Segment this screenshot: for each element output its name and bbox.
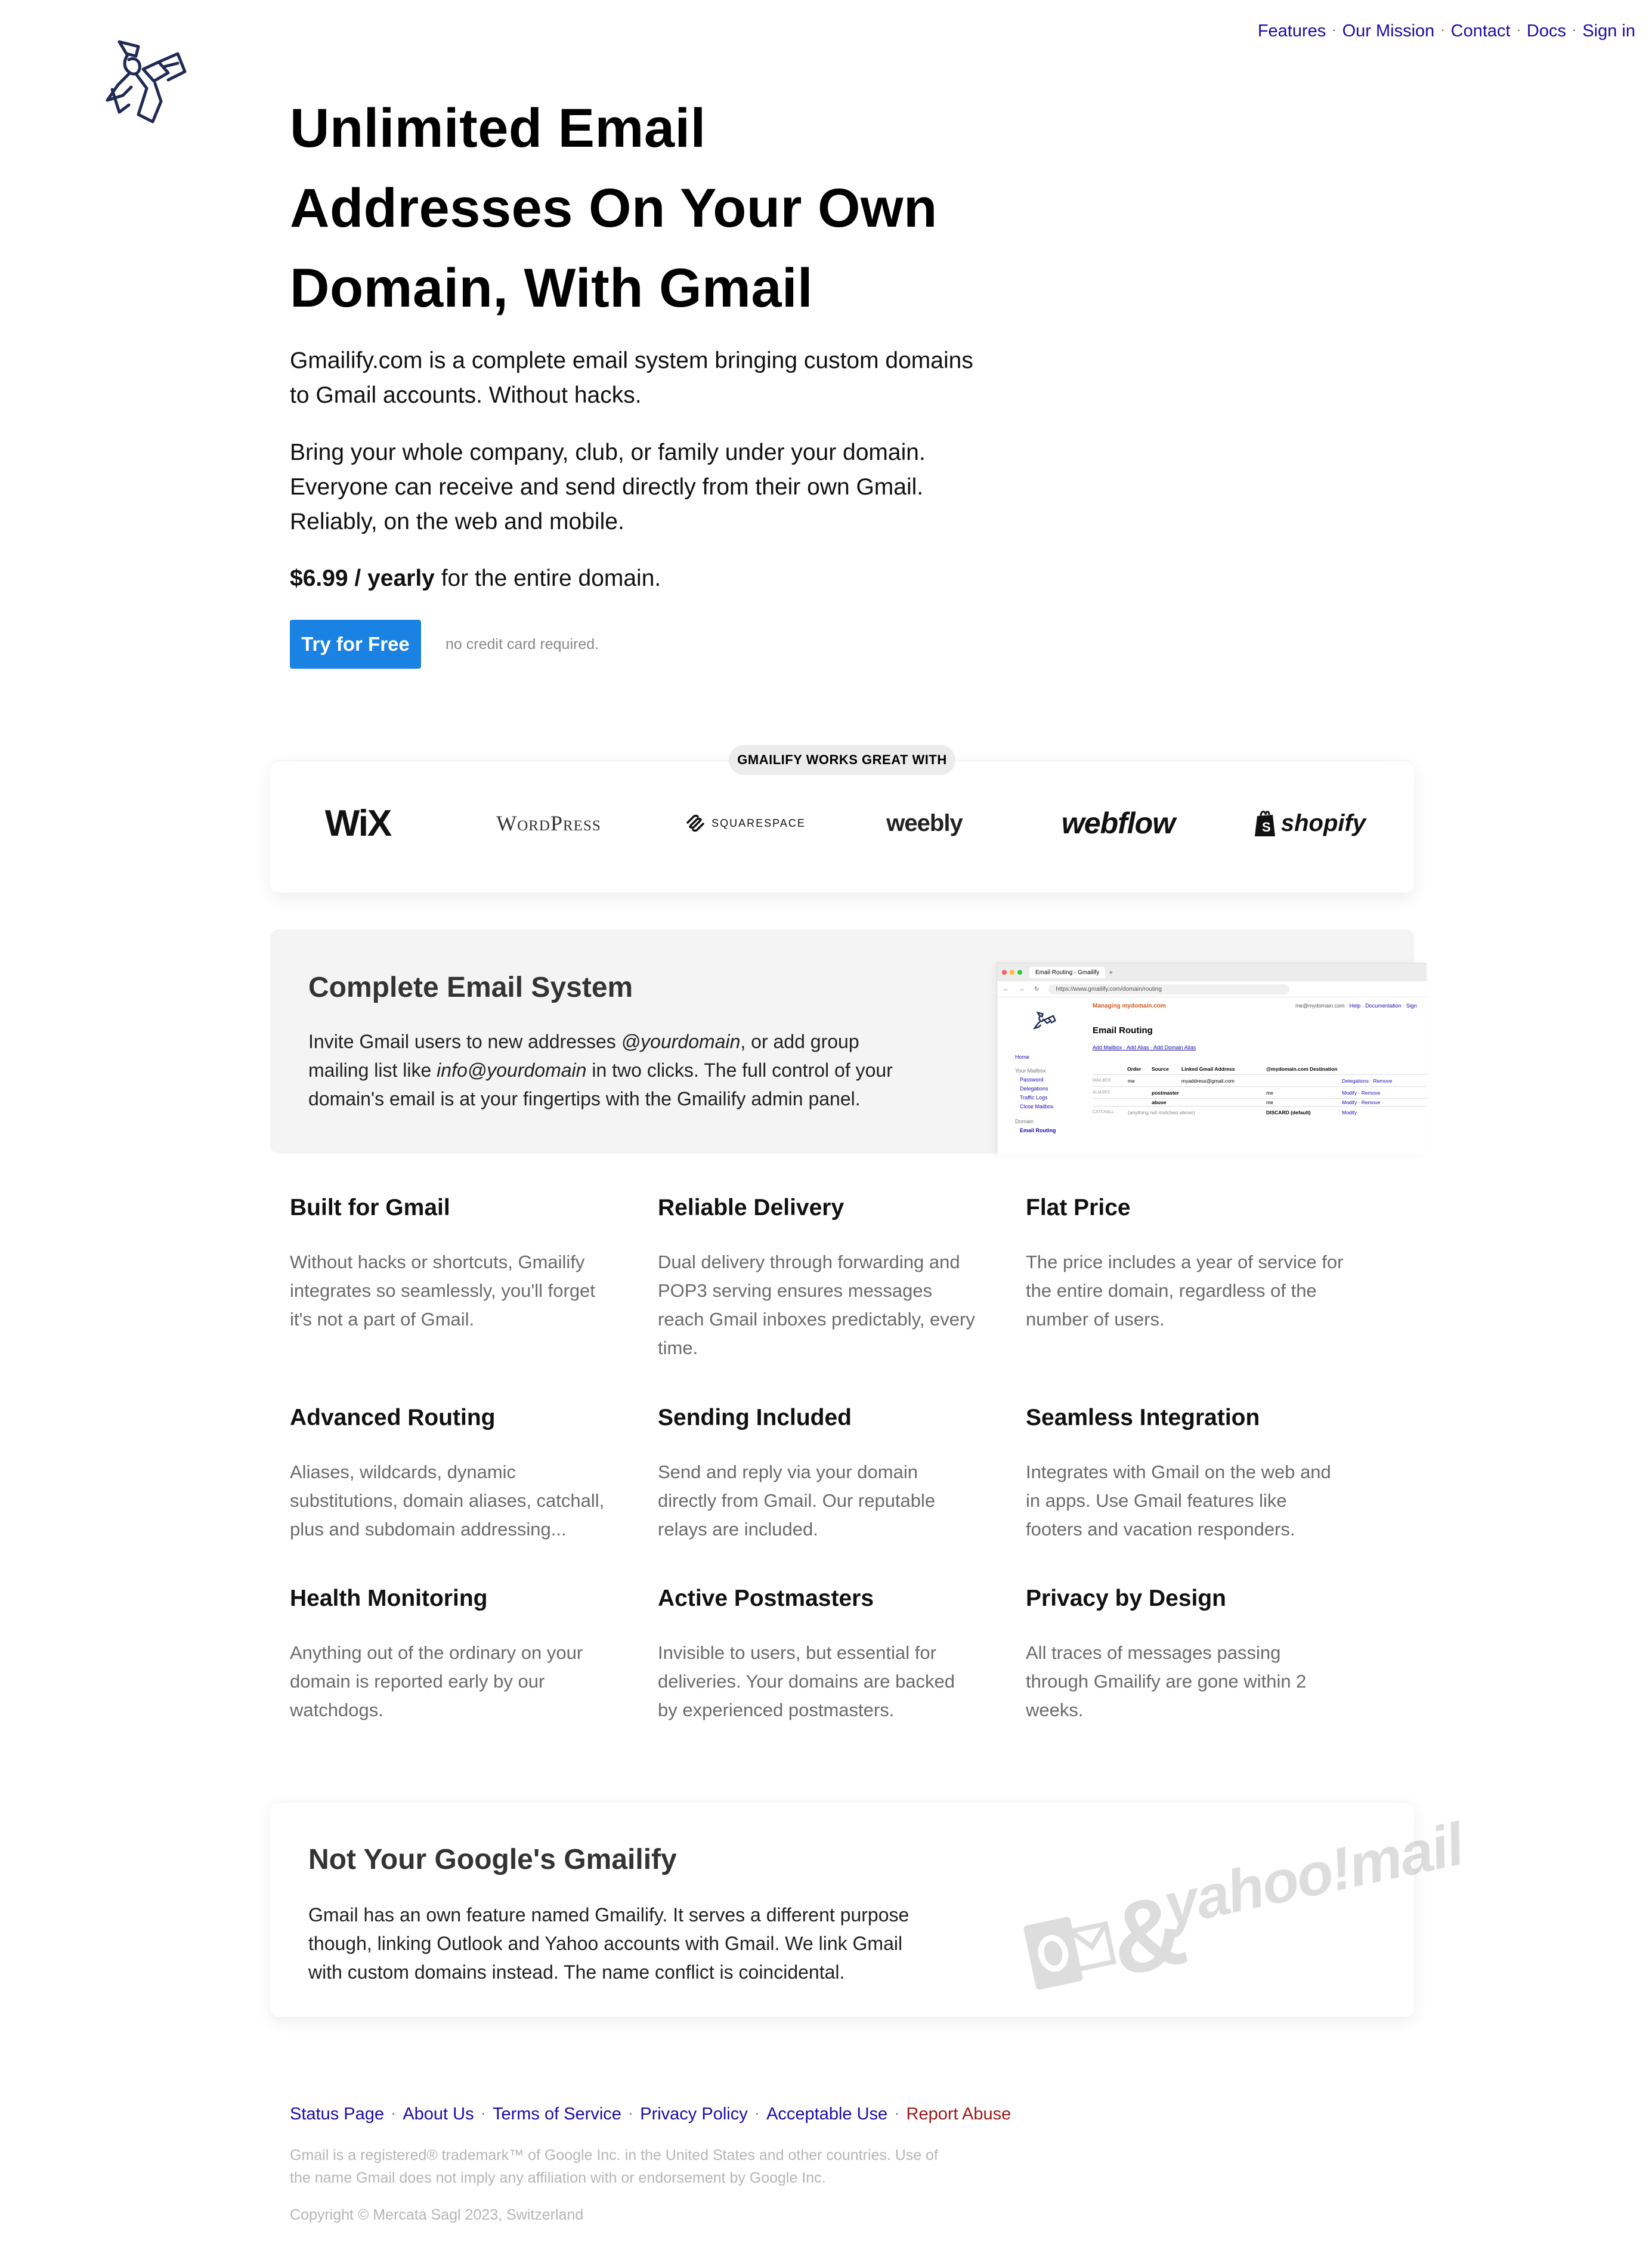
nav-docs[interactable]: Docs: [1526, 21, 1566, 41]
managing-domain-label: Managing mydomain.com: [1093, 1003, 1166, 1009]
webflow-logo: webflow: [1061, 806, 1175, 840]
complete-email-title: Complete Email System: [308, 972, 633, 1003]
nav-separator: ·: [1440, 22, 1445, 37]
shopify-wordmark: shopify: [1280, 809, 1366, 836]
footer-about-us-link[interactable]: About Us: [403, 2105, 474, 2124]
nav-contact[interactable]: Contact: [1450, 21, 1511, 41]
intro-line: Gmailify.com is a complete email system bringing custom domains: [290, 348, 973, 373]
trademark-notice: [290, 2144, 988, 2189]
svg-text:S: S: [1261, 820, 1271, 835]
browser-back-icon: ←: [1003, 985, 1009, 993]
browser-forward-icon: →: [1019, 985, 1025, 993]
squarespace-icon: [685, 814, 706, 832]
wix-logo: WiX: [324, 802, 391, 844]
feature-title: Built for Gmail: [290, 1195, 450, 1220]
table-header-row: Order Source Linked Gmail Address @mydomain.com Destination: [1127, 1066, 1338, 1072]
feature-description: The price includes a year of service for the entire domain, regardless of the number of users.: [1026, 1251, 1344, 1330]
feature-title: Reliable Delivery: [658, 1195, 844, 1220]
window-zoom-dot: [1017, 970, 1022, 975]
table-row: abuse me Modify · Remove: [1093, 1099, 1427, 1107]
description-line: mailing list like info@yourdomain in two clicks. The full control of your: [308, 1059, 893, 1081]
cta-note: no credit card required.: [446, 636, 599, 653]
not-google-description: [308, 1901, 964, 1986]
window-minimize-dot: [1010, 970, 1014, 975]
price-qualifier: for the entire domain.: [434, 566, 661, 591]
trademark-line: the name Gmail does not imply any affiliation with or endorsement by Google Inc.: [290, 2170, 826, 2186]
title-line: Domain, With Gmail: [290, 258, 813, 319]
top-nav: [1258, 21, 1635, 41]
footer-separator: ·: [391, 2106, 396, 2121]
feature-title: Privacy by Design: [1026, 1586, 1226, 1611]
not-google-title: Not Your Google's Gmailify: [308, 1844, 677, 1875]
feature-description: All traces of messages passing through Gmailify are gone within 2 weeks.: [1026, 1642, 1307, 1720]
wordpress-logo: WordPress: [496, 811, 601, 835]
admin-panel-screenshot: [997, 963, 1427, 1154]
table-row: MAILBOX me myaddress@gmail.com Delegations · Remove: [1093, 1075, 1427, 1087]
feature-title: Seamless Integration: [1026, 1405, 1260, 1430]
screenshot-routing-table: [1093, 1064, 1427, 1118]
footer-separator: ·: [628, 2106, 633, 2121]
outlook-yahoo-illustration: [1007, 1799, 1469, 2056]
feature-description: Send and reply via your domain directly from Gmail. Our reputable relays are included.: [658, 1461, 936, 1540]
description-line: Everyone can receive and send directly from their own Gmail.: [290, 474, 924, 500]
outlook-icon: [1014, 1897, 1121, 2003]
gmailify-mascot-icon[interactable]: [101, 36, 191, 125]
shopify-bag-icon: [1252, 809, 1277, 838]
browser-reload-icon: ↻: [1034, 985, 1040, 993]
description-line: with custom domains instead. The name conflict is coincidental.: [308, 1961, 845, 1983]
nav-sign-in[interactable]: Sign in: [1582, 21, 1635, 41]
works-with-badge: GMAILIFY WORKS GREAT WITH: [729, 745, 955, 775]
intro-line: to Gmail accounts. Without hacks.: [290, 382, 642, 408]
feature-title: Sending Included: [658, 1405, 852, 1430]
hero-intro: [290, 344, 982, 413]
ampersand-glyph: &: [1100, 1872, 1196, 1998]
footer-separator: ·: [754, 2106, 760, 2121]
description-line: Bring your whole company, club, or family under your domain.: [290, 440, 926, 465]
info-address-emphasis: info@yourdomain: [437, 1059, 587, 1081]
hero-price: [290, 561, 982, 596]
description-line: domain's email is at your fingertips with the Gmailify admin panel.: [308, 1088, 861, 1110]
yahoo-mail-wordmark: yahoo!mail: [1158, 1810, 1469, 1939]
trademark-line: Gmail is a registered® trademark™ of Google Inc. in the United States and other countries. Use of: [290, 2147, 938, 2164]
page-title: [290, 88, 982, 328]
feature-description: Dual delivery through forwarding and POP3 serving ensures messages reach Gmail inboxes predictably, every time.: [658, 1251, 975, 1358]
complete-email-description: [308, 1027, 964, 1113]
nav-separator: ·: [1332, 22, 1337, 37]
screenshot-actions: Add Mailbox · Add Alias · Add Domain Alias: [1093, 1045, 1196, 1050]
screenshot-top-links: me@mydomain.com · Help · Documentation · Sign: [1295, 1003, 1417, 1009]
browser-tab: Email Routing - Gmailify: [1029, 967, 1105, 978]
table-row: CATCHALL (anything not matched above) DISCARD (default) Modify: [1093, 1107, 1427, 1118]
footer-separator: ·: [481, 2106, 485, 2121]
nav-our-mission[interactable]: Our Mission: [1342, 21, 1435, 41]
footer-terms-link[interactable]: Terms of Service: [492, 2105, 621, 2124]
yourdomain-emphasis: @yourdomain: [621, 1031, 741, 1052]
footer-report-abuse-link[interactable]: Report Abuse: [906, 2105, 1011, 2124]
description-line: Invite Gmail users to new addresses @yourdomain, or add group: [308, 1031, 859, 1052]
footer-status-page-link[interactable]: Status Page: [290, 2105, 384, 2124]
feature-title: Advanced Routing: [290, 1405, 496, 1430]
squarespace-wordmark: SQUARESPACE: [711, 817, 806, 829]
feature-description: Anything out of the ordinary on your domain is reported early by our watchdogs.: [290, 1642, 583, 1720]
copyright: Copyright © Mercata Sagl 2023, Switzerland: [290, 2207, 584, 2223]
browser-url: https://www.gmailify.com/domain/routing: [1048, 984, 1289, 994]
browser-addressbar: [997, 981, 1427, 997]
feature-description: Aliases, wildcards, dynamic substitutions, domain aliases, catchall, plus and subdomain addressing...: [290, 1461, 605, 1540]
feature-title: Health Monitoring: [290, 1586, 488, 1611]
feature-description: Without hacks or shortcuts, Gmailify integrates so seamlessly, you'll forget it's not a part of Gmail.: [290, 1251, 595, 1330]
title-line: Unlimited Email: [290, 98, 706, 159]
nav-separator: ·: [1516, 22, 1521, 37]
nav-features[interactable]: Features: [1257, 21, 1326, 41]
description-line: Gmail has an own feature named Gmailify. It serves a different purpose: [308, 1904, 909, 1926]
browser-tabbar: [997, 963, 1427, 981]
feature-description: Invisible to users, but essential for deliveries. Your domains are backed by experienced postmasters.: [658, 1642, 955, 1720]
table-row: ALIASES postmaster me Modify · Remove: [1093, 1087, 1427, 1099]
feature-title: Active Postmasters: [658, 1586, 874, 1611]
feature-description: Integrates with Gmail on the web and in apps. Use Gmail features like footers and vacation responders.: [1026, 1461, 1331, 1540]
works-with-card: [270, 761, 1414, 892]
weebly-logo: weebly: [886, 809, 963, 836]
shopify-logo: [1249, 799, 1369, 847]
price-amount: $6.99 / yearly: [290, 566, 435, 591]
footer-privacy-link[interactable]: Privacy Policy: [640, 2105, 748, 2124]
hero-description: [290, 435, 982, 539]
title-line: Addresses On Your Own: [290, 178, 938, 239]
footer-links: [290, 2105, 1011, 2124]
description-line: Reliably, on the web and mobile.: [290, 509, 624, 534]
feature-title: Flat Price: [1026, 1195, 1131, 1220]
description-line: though, linking Outlook and Yahoo accounts with Gmail. We link Gmail: [308, 1933, 903, 1954]
try-for-free-button[interactable]: Try for Free: [290, 620, 421, 669]
screenshot-heading: Email Routing: [1093, 1025, 1153, 1036]
squarespace-logo: [680, 799, 811, 847]
screenshot-sidebar: Home Your Mailbox Password Delegations Traffic Logs Close Mailbox Domain Email Routing: [1015, 1054, 1056, 1133]
screenshot-logo-icon: [1033, 1011, 1057, 1035]
footer-separator: ·: [895, 2106, 899, 2121]
window-close-dot: [1002, 970, 1007, 975]
new-tab-icon: +: [1109, 968, 1113, 977]
nav-separator: ·: [1572, 22, 1577, 37]
footer-acceptable-use-link[interactable]: Acceptable Use: [766, 2105, 888, 2124]
